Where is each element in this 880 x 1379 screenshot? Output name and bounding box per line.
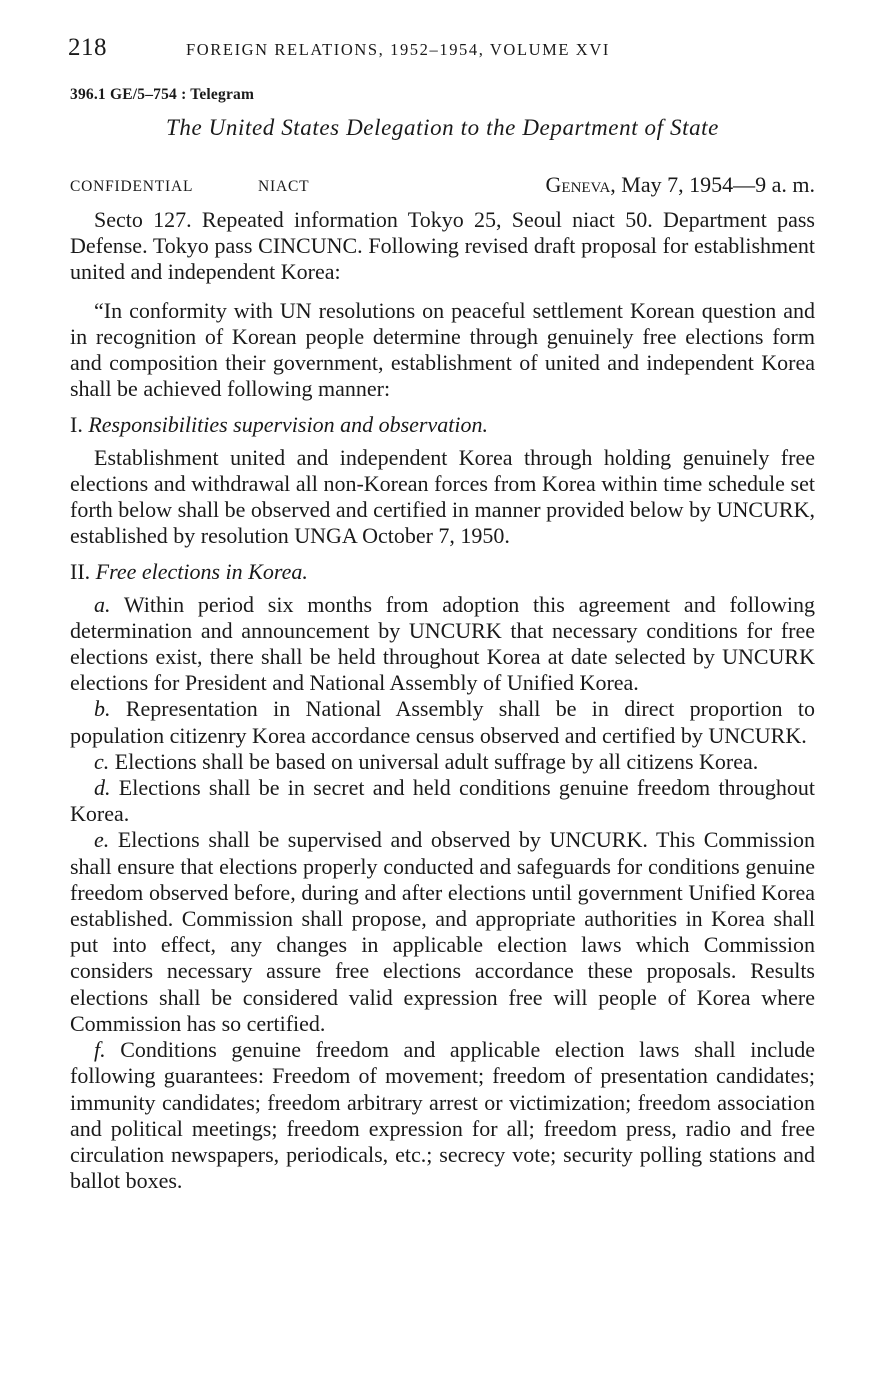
classification-label: CONFIDENTIAL xyxy=(70,178,194,195)
section-1-text: Establishment united and independent Korea through holding genuinely free elections and withdrawal all non-Korean forces from Korea within time schedule set forth below shall be observed and certified in manner provided below by UNCURK, established by resolution UNGA October 7, 1950. xyxy=(70,444,815,549)
running-head xyxy=(70,34,815,64)
subparagraph-d xyxy=(70,775,815,827)
subparagraph-text: Representation in National Assembly shall be in direct proportion to population citizenry Korea accordance census observed and certified by UNCURK. xyxy=(70,696,815,748)
file-reference: 396.1 GE/5–754 : Telegram xyxy=(70,86,255,103)
telegram-body xyxy=(70,207,815,1194)
subparagraph-b xyxy=(70,696,815,748)
subparagraph-letter: d. xyxy=(94,775,111,801)
subparagraph-e xyxy=(70,827,815,1037)
date-time: May 7, 1954—9 a. m. xyxy=(615,172,815,197)
page-number: 218 xyxy=(68,34,107,61)
intro-paragraph: Secto 127. Repeated information Tokyo 25, Seoul niact 50. Department pass Defense. Tokyo pass CINCUNC. Following revised draft proposal for establishment united and independent Korea: xyxy=(70,207,815,285)
subparagraph-c xyxy=(70,749,815,775)
subparagraph-letter: b. xyxy=(94,696,111,722)
subparagraph-letter: e. xyxy=(94,827,110,853)
subparagraph-text: Elections shall be in secret and held conditions genuine freedom throughout Korea. xyxy=(70,775,815,827)
subparagraph-letter: f. xyxy=(94,1037,106,1063)
precedence-label: NIACT xyxy=(258,178,310,195)
subparagraph-text: Elections shall be supervised and observed by UNCURK. This Commission shall ensure that elections properly conducted and safeguards for conditions genuine freedom observed before, during and after elections until government Unified Korea established. Commission shall propose, and appropriate authorities in Korea shall put into effect, any changes in applicable election laws which Commission considers necessary assure free elections accordance these proposals. Results elections shall be considered valid expression free will people of Korea where Commission has so certified. xyxy=(70,827,815,1036)
subparagraph-letter: c. xyxy=(94,748,110,774)
subparagraph-text: Elections shall be based on universal adult suffrage by all citizens Korea. xyxy=(109,748,759,774)
proposal-opening-paragraph: “In conformity with UN resolutions on peaceful settlement Korean question and in recognition of Korean people determine through genuinely free elections form and composition their government, establishment of united and independent Korea shall be achieved following manner: xyxy=(70,297,815,402)
section-2-number: II. xyxy=(70,559,91,585)
subparagraph-a xyxy=(70,592,815,697)
place-date xyxy=(546,172,815,198)
place-name: Geneva, xyxy=(545,172,616,197)
subparagraph-text: Within period six months from adoption this agreement and following determination and announcement by UNCURK that necessary conditions for free elections exist, there shall be held throughout Korea at date selected by UNCURK elections for President and National Assembly of Unified Korea. xyxy=(70,591,815,696)
telegram-header xyxy=(70,172,815,204)
section-2-heading xyxy=(70,559,815,585)
document-title: The United States Delegation to the Department of State xyxy=(166,115,719,140)
section-2-title: Free elections in Korea. xyxy=(95,559,308,585)
subparagraph-letter: a. xyxy=(94,591,111,617)
series-title: FOREIGN RELATIONS, 1952–1954, VOLUME XVI xyxy=(186,40,610,59)
section-1-number: I. xyxy=(70,412,83,438)
subparagraph-f xyxy=(70,1037,815,1194)
section-1-heading xyxy=(70,412,815,438)
section-1-title: Responsibilities supervision and observation. xyxy=(88,412,488,438)
subparagraph-text: Conditions genuine freedom and applicable election laws shall include following guarantees: Freedom of movement; freedom of presentation candidates; immunity candidates; freedom arbitrary arrest or victimization; freedom association and political meetings; freedom expression for all; freedom press, radio and free circulation newspapers, periodicals, etc.; secrecy vote; security polling stations and ballot boxes. xyxy=(70,1037,815,1194)
